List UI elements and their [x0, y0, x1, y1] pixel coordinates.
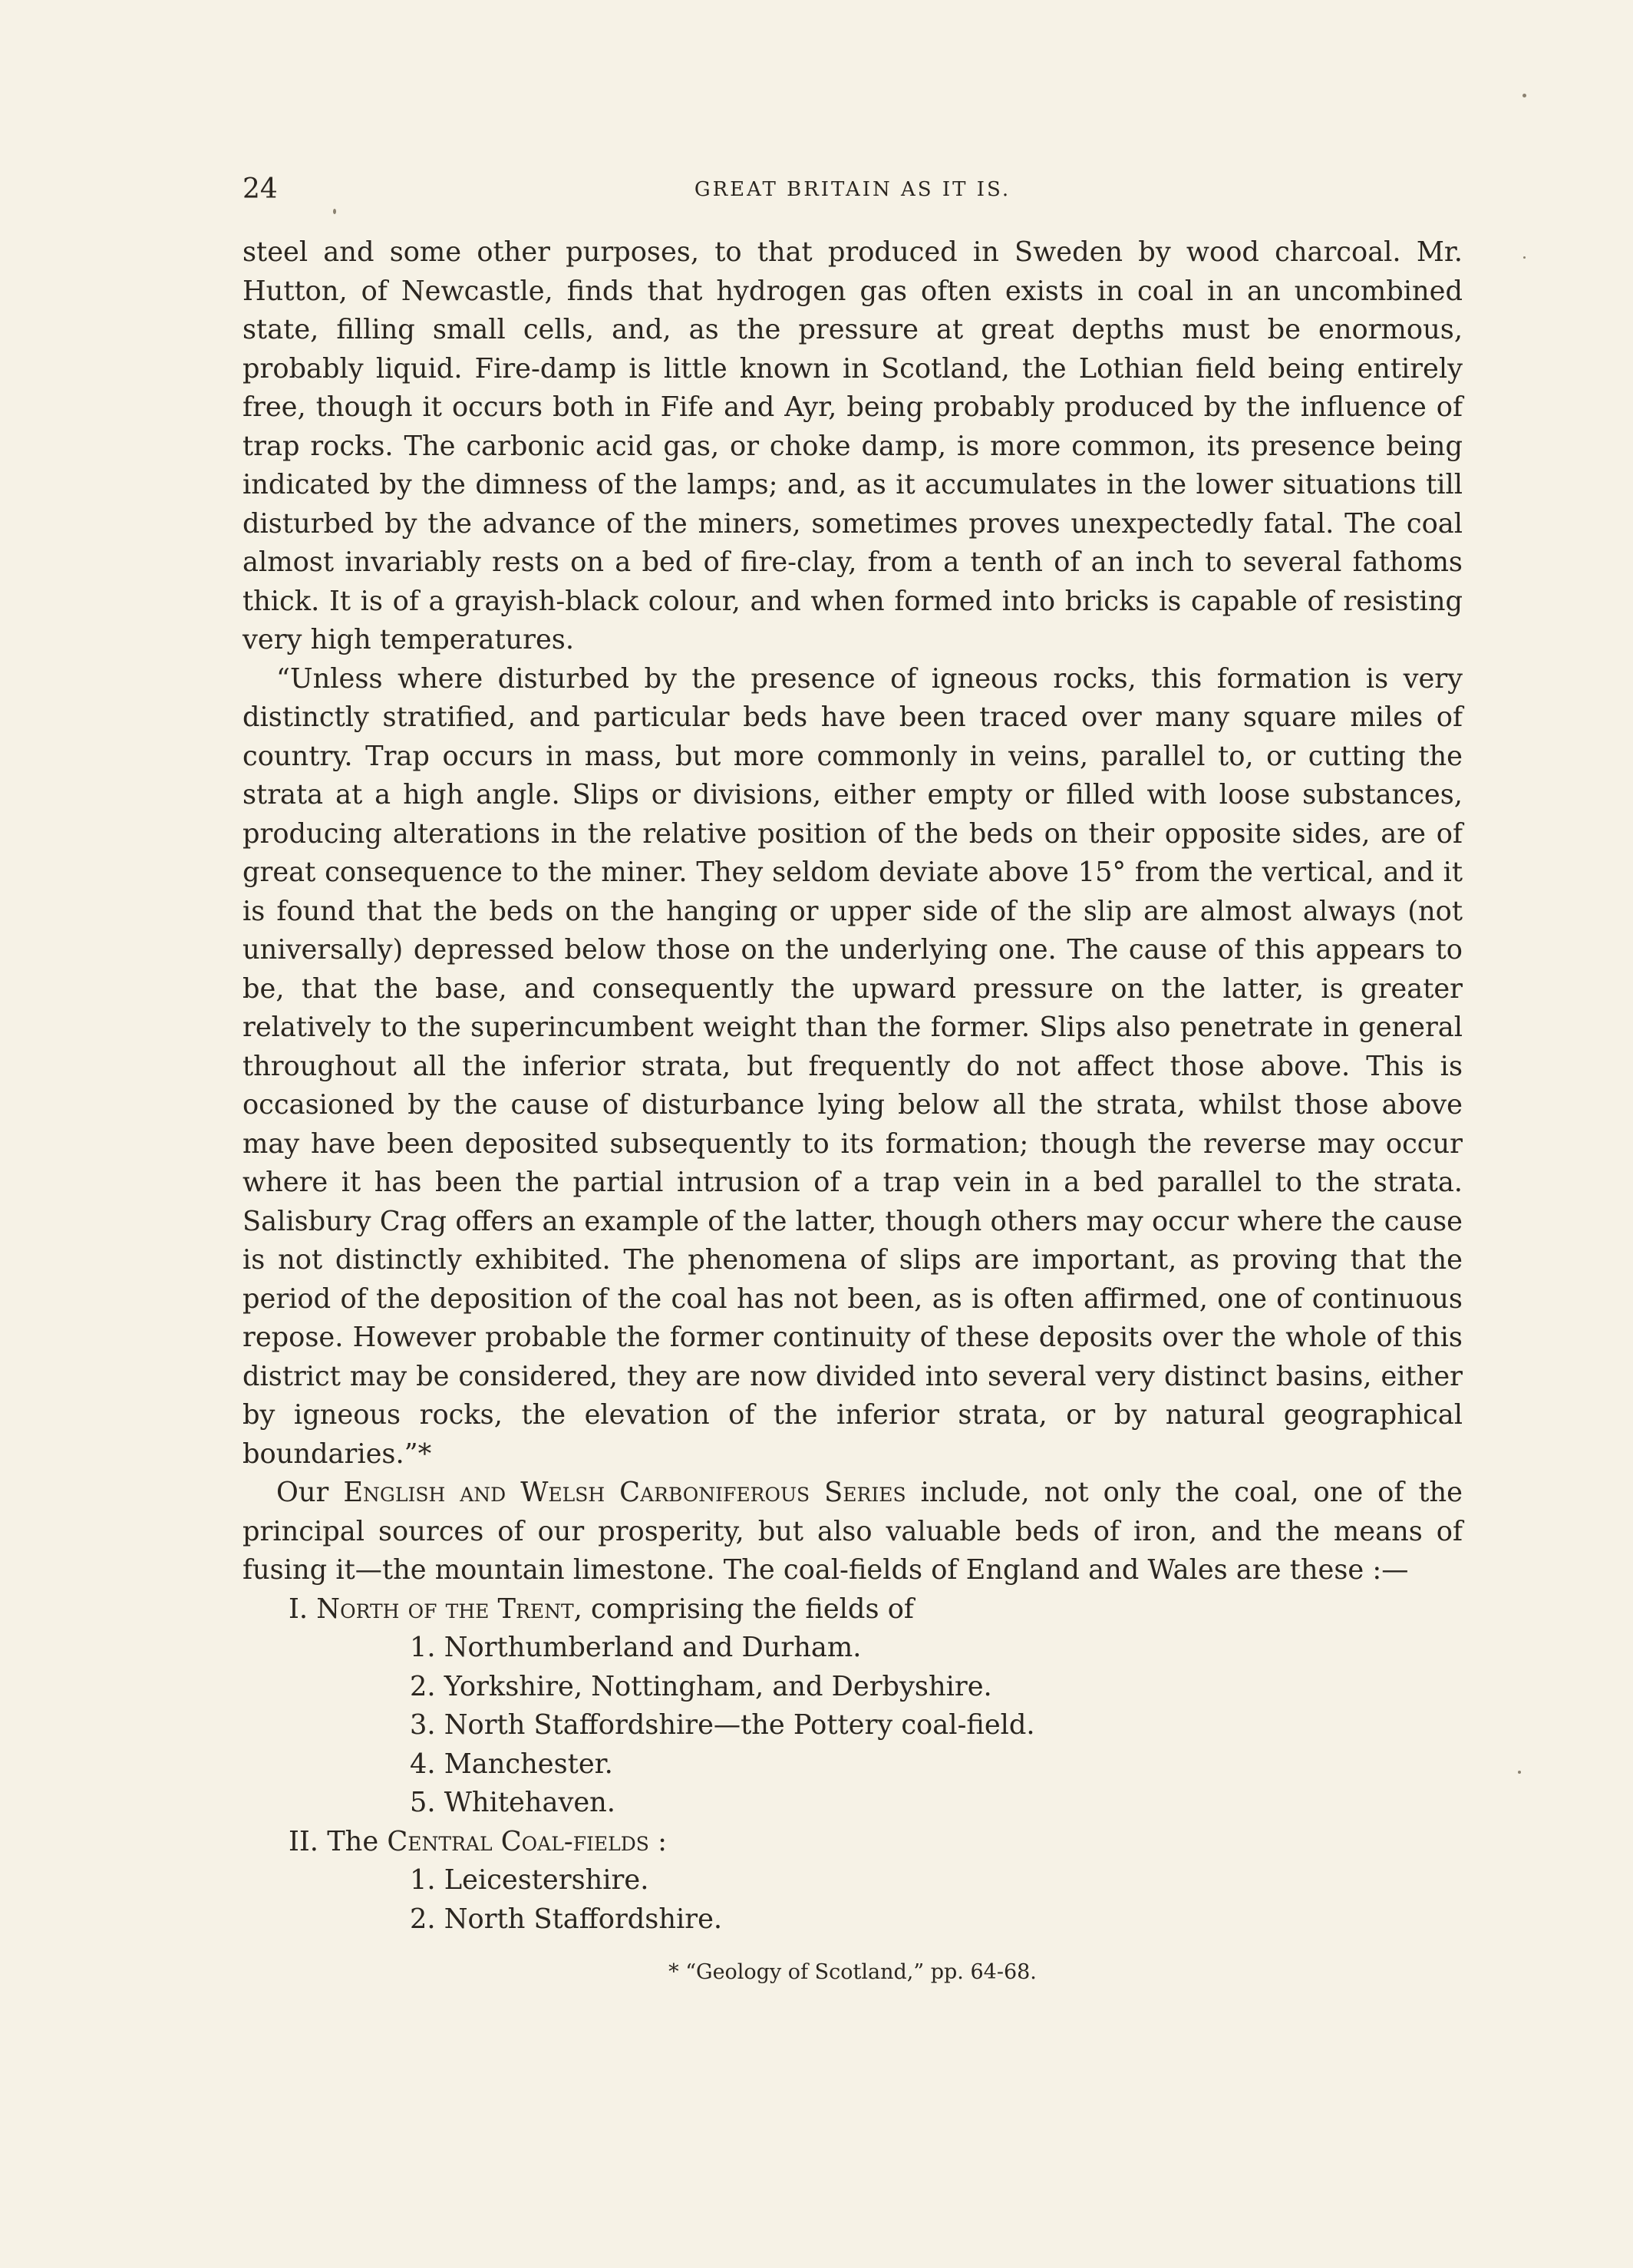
- list-heading-pre: The: [327, 1825, 388, 1857]
- list-numeral: I.: [289, 1593, 308, 1625]
- paper-speck: [333, 209, 336, 214]
- footnote: * “Geology of Scotland,” pp. 64-68.: [668, 1960, 1037, 1984]
- list-item: 1. Northumberland and Durham.: [410, 1632, 862, 1663]
- list-heading-caps: North of the Trent: [316, 1593, 574, 1625]
- paragraph-2-quotation: “Unless where disturbed by the presence of igneous rocks, this formation is very distinctly stratified, and particular beds have been traced over many square miles of country. Trap occurs in mass, but more commonly in veins, parallel to, or cutting the strata at a high angle. Slips or divisions, either empty or filled with loose substances, producing alterations in the relative position of the beds on their opposite sides, are of great consequence to the miner. They seldom deviate above 15° from the vertical, and it is found that the beds on the hanging or upper side of the slip are almost always (not universally) depressed below those on the underlying one. The cause of this appears to be, that the base, and consequently the upward pressure on the latter, is greater relatively to the superincumbent weight than the former. Slips also penetrate in general throughout all the inferior strata, but frequently do not affect those above. This is occasioned by the cause of disturbance lying below all the strata, whilst those above may have been deposited subsequently to its formation; though the reverse may occur where it has been the partial intrusion of a trap vein in a bed parallel to the strata. Salisbury Crag offers an example of the latter, though others may occur where the cause is not distinctly exhibited. The phenomena of slips are important, as proving that the period of the deposition of the coal has not been, as is often affirmed, one of continuous repose. However probable the former continuity of these deposits over the whole of this district may be considered, they are now divided into several very distinct basins, either by igneous rocks, the elevation of the inferior strata, or by natural geographical boundaries.”*: [242, 662, 1463, 1470]
- list-heading-rest: :: [648, 1825, 667, 1857]
- list-heading-caps: Central Coal-fields: [387, 1825, 649, 1857]
- coal-fields-list: [242, 1590, 1463, 1940]
- list-heading-north-of-trent: [242, 1590, 1463, 1629]
- running-title: GREAT BRITAIN AS IT IS.: [694, 178, 1011, 201]
- paper-speck: [1518, 1771, 1521, 1774]
- list-item: 3. North Staffordshire—the Pottery coal-field.: [410, 1709, 1035, 1741]
- list-item: 4. Manchester.: [410, 1748, 613, 1780]
- list-numeral: II.: [289, 1825, 318, 1857]
- main-text: [242, 233, 1463, 1939]
- paragraph-3-start: Our: [276, 1477, 344, 1508]
- list-item: 2. North Staffordshire.: [410, 1903, 723, 1935]
- paragraph-1: steel and some other purposes, to that produced in Sweden by wood charcoal. Mr. Hutton, of Newcastle, finds that hydrogen gas often exists in coal in an uncombined state, filling small cells, and, as the pressure at great depths must be enormous, probably liquid. Fire-damp is little known in Scotland, the Lothian field being entirely free, though it occurs both in Fife and Ayr, being probably produced by the influence of trap rocks. The carbonic acid gas, or choke damp, is more common, its presence being indicated by the dimness of the lamps; and, as it accumulates in the lower situations till disturbed by the advance of the miners, sometimes proves unexpectedly fatal. The coal almost invariably rests on a bed of fire-clay, from a tenth of an inch to several fathoms thick. It is of a grayish-black colour, and when formed into bricks is capable of resisting very high temperatures.: [242, 236, 1463, 655]
- page-number: 24: [242, 173, 278, 205]
- page-header: [242, 170, 1463, 209]
- paragraph-3-small-caps: English and Welsh Carboniferous Series: [343, 1477, 906, 1508]
- list-item: 1. Leicestershire.: [410, 1864, 649, 1896]
- paper-speck: [1522, 94, 1526, 97]
- paper-speck: [1523, 256, 1526, 259]
- paragraph-3: [242, 1474, 1463, 1590]
- list-item: 2. Yorkshire, Nottingham, and Derbyshire.: [410, 1670, 992, 1702]
- list-item: 5. Whitehaven.: [410, 1787, 615, 1818]
- paragraph-3-rest: include, not only the coal, one of the principal sources of our prosperity, but also valuable beds of iron, and the means of fusing it—the mountain limestone. The coal-fields of England and Wales are these :—: [242, 1477, 1463, 1586]
- list-heading-central-coal-fields: [242, 1823, 1463, 1862]
- list-heading-rest: , comprising the fields of: [573, 1593, 914, 1625]
